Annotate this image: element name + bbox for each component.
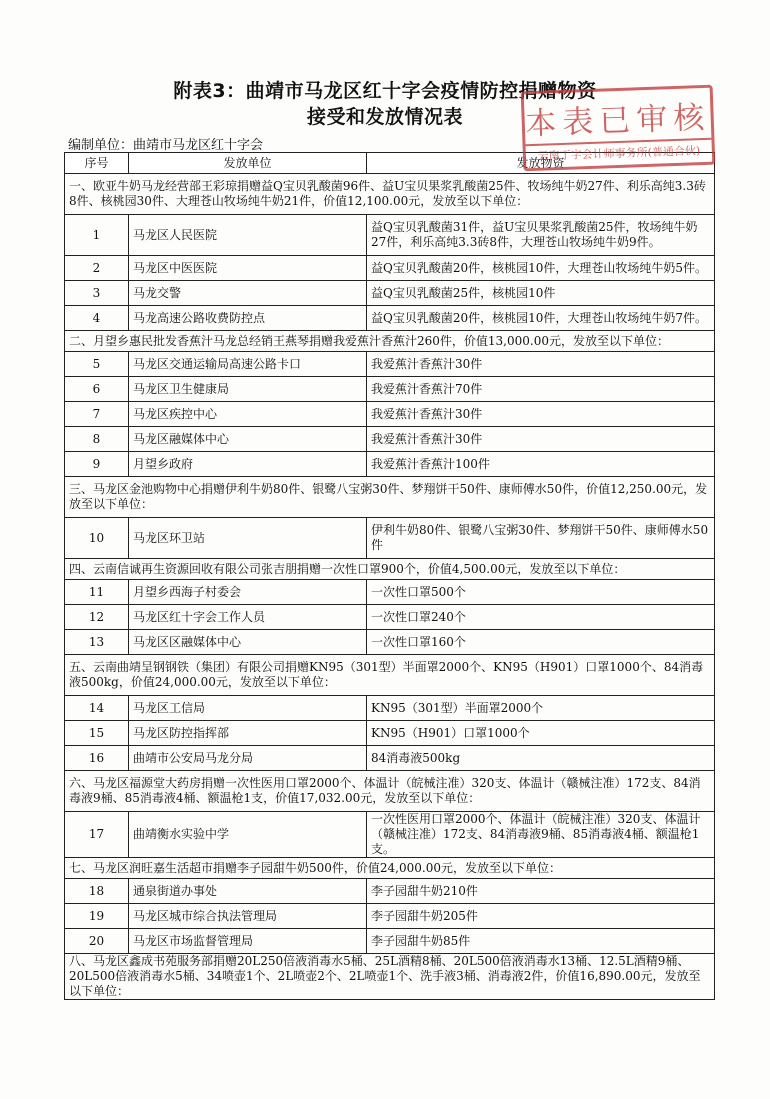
header-goods: 发放物资 (367, 153, 715, 174)
row-goods: 益Q宝贝乳酸菌20件，核桃园10件，大理苍山牧场纯牛奶7件。 (367, 306, 715, 331)
table-row (65, 812, 715, 858)
donation-table (64, 152, 715, 1000)
row-no: 12 (65, 605, 129, 630)
section-title: 四、云南信诚再生资源回收有限公司张吉朋捐赠一次性口罩900个，价值4,500.00元，发放至以下单位： (65, 559, 715, 580)
row-goods: 益Q宝贝乳酸菌25件，核桃园10件 (367, 281, 715, 306)
table-row (65, 746, 715, 771)
table-row (65, 402, 715, 427)
table-row (65, 605, 715, 630)
table-row (65, 580, 715, 605)
row-unit: 月望乡西海子村委会 (129, 580, 367, 605)
row-goods: 李子园甜牛奶85件 (367, 929, 715, 954)
row-no: 11 (65, 580, 129, 605)
section-row (65, 331, 715, 352)
row-goods: 我爱蕉汁香蕉汁70件 (367, 377, 715, 402)
row-no: 15 (65, 721, 129, 746)
row-unit: 曲靖衡水实验中学 (129, 812, 367, 858)
table-row (65, 215, 715, 256)
table-row (65, 518, 715, 559)
row-no: 8 (65, 427, 129, 452)
table-row (65, 377, 715, 402)
section-row (65, 477, 715, 518)
audit-stamp (521, 85, 716, 172)
row-unit: 通泉街道办事处 (129, 879, 367, 904)
row-no: 14 (65, 696, 129, 721)
row-unit: 马龙区防控指挥部 (129, 721, 367, 746)
row-goods: 益Q宝贝乳酸菌20件，核桃园10件，大理苍山牧场纯牛奶5件。 (367, 256, 715, 281)
header-unit: 发放单位 (129, 153, 367, 174)
row-goods: 一次性口罩500个 (367, 580, 715, 605)
section-row (65, 771, 715, 812)
row-goods: 84消毒液500kg (367, 746, 715, 771)
section-row (65, 655, 715, 696)
section-title: 五、云南曲靖呈钢钢铁（集团）有限公司捐赠KN95（301型）半面罩2000个、KN95（H901）口罩1000个、84消毒液500kg，价值24,000.00元，发放至以下单位： (65, 655, 715, 696)
table-row (65, 256, 715, 281)
section-title: 三、马龙区金池购物中心捐赠伊利牛奶80件、银鹭八宝粥30件、梦翔饼干50件、康师傅水50件，价值12,250.00元，发放至以下单位： (65, 477, 715, 518)
row-no: 4 (65, 306, 129, 331)
section-title: 八、马龙区鑫成书苑服务部捐赠20L250倍液消毒水5桶、25L酒精8桶、20L500倍液消毒水13桶、12.5L酒精9桶、20L500倍液消毒水5桶、34喷壶1个、2L喷壶2个、2L喷壶1个、洗手液3桶、消毒液2件，价值16,890.00元，发放至以下单位： (65, 954, 715, 1000)
row-unit: 马龙区红十字会工作人员 (129, 605, 367, 630)
row-goods: KN95（H901）口罩1000个 (367, 721, 715, 746)
row-unit: 月望乡政府 (129, 452, 367, 477)
row-unit: 马龙区人民医院 (129, 215, 367, 256)
section-title: 二、月望乡惠民批发香蕉汁马龙总经销王燕琴捐赠我爱蕉汁香蕉汁260件，价值13,000.00元，发放至以下单位： (65, 331, 715, 352)
row-no: 7 (65, 402, 129, 427)
compiling-unit: 编制单位：曲靖市马龙区红十字会 (68, 138, 264, 153)
row-no: 16 (65, 746, 129, 771)
row-goods: 李子园甜牛奶210件 (367, 879, 715, 904)
row-unit: 马龙区交通运输局高速公路卡口 (129, 352, 367, 377)
row-goods: 我爱蕉汁香蕉汁30件 (367, 427, 715, 452)
row-unit: 马龙区卫生健康局 (129, 377, 367, 402)
stamp-subtext: 云南丁字会计师事务所(普通合伙) (526, 138, 713, 164)
table-row (65, 721, 715, 746)
row-goods: 李子园甜牛奶205件 (367, 904, 715, 929)
table-row (65, 352, 715, 377)
row-unit: 马龙区疾控中心 (129, 402, 367, 427)
row-goods: 益Q宝贝乳酸菌31件，益U宝贝果浆乳酸菌25件，牧场纯牛奶27件，利乐高纯3.3砖8件，大理苍山牧场纯牛奶9件。 (367, 215, 715, 256)
section-row (65, 559, 715, 580)
table-row (65, 879, 715, 904)
row-unit: 马龙交警 (129, 281, 367, 306)
section-row (65, 858, 715, 879)
row-goods: 一次性医用口罩2000个、体温计（皖械注准）320支、体温计（赣械注准）172支、84消毒液9桶、85消毒液4桶、额温枪1支。 (367, 812, 715, 858)
table-row (65, 452, 715, 477)
row-unit: 马龙区市场监督管理局 (129, 929, 367, 954)
row-no: 5 (65, 352, 129, 377)
header-no: 序号 (65, 153, 129, 174)
row-unit: 马龙区环卫站 (129, 518, 367, 559)
section-row (65, 954, 715, 1000)
row-no: 1 (65, 215, 129, 256)
table-row (65, 696, 715, 721)
table-row (65, 281, 715, 306)
row-goods: 我爱蕉汁香蕉汁100件 (367, 452, 715, 477)
row-no: 3 (65, 281, 129, 306)
row-unit: 曲靖市公安局马龙分局 (129, 746, 367, 771)
row-goods: 伊利牛奶80件、银鹭八宝粥30件、梦翔饼干50件、康师傅水50件 (367, 518, 715, 559)
row-no: 13 (65, 630, 129, 655)
table-row (65, 306, 715, 331)
row-no: 20 (65, 929, 129, 954)
row-goods: 一次性口罩160个 (367, 630, 715, 655)
row-no: 10 (65, 518, 129, 559)
title-line-2: 接受和发放情况表 (306, 106, 463, 128)
row-no: 17 (65, 812, 129, 858)
row-goods: 我爱蕉汁香蕉汁30件 (367, 402, 715, 427)
stamp-text: 本表已审核 (524, 99, 711, 143)
row-unit: 马龙高速公路收费防控点 (129, 306, 367, 331)
title-line-1: 附表3：曲靖市马龙区红十字会疫情防控捐赠物资 (173, 80, 597, 102)
table-row (65, 929, 715, 954)
row-no: 19 (65, 904, 129, 929)
row-goods: 一次性口罩240个 (367, 605, 715, 630)
row-no: 9 (65, 452, 129, 477)
section-title: 六、马龙区福源堂大药房捐赠一次性医用口罩2000个、体温计（皖械注准）320支、体温计（赣械注准）172支、84消毒液9桶、85消毒液4桶、额温枪1支，价值17,032.00元，发放至以下单位： (65, 771, 715, 812)
row-unit: 马龙区融媒体中心 (129, 427, 367, 452)
row-goods: KN95（301型）半面罩2000个 (367, 696, 715, 721)
section-row (65, 174, 715, 215)
row-goods: 我爱蕉汁香蕉汁30件 (367, 352, 715, 377)
row-unit: 马龙区中医医院 (129, 256, 367, 281)
row-no: 18 (65, 879, 129, 904)
row-unit: 马龙区城市综合执法管理局 (129, 904, 367, 929)
row-no: 2 (65, 256, 129, 281)
table-row (65, 904, 715, 929)
row-unit: 马龙区区融媒体中心 (129, 630, 367, 655)
section-title: 一、欧亚牛奶马龙经营部王彩琼捐赠益Q宝贝乳酸菌96件、益U宝贝果浆乳酸菌25件、牧场纯牛奶27件、利乐高纯3.3砖8件、核桃园30件、大理苍山牧场纯牛奶21件，价值12,100.00元，发放至以下单位： (65, 174, 715, 215)
table-row (65, 427, 715, 452)
table-row (65, 630, 715, 655)
row-no: 6 (65, 377, 129, 402)
section-title: 七、马龙区润旺嘉生活超市捐赠李子园甜牛奶500件，价值24,000.00元，发放至以下单位： (65, 858, 715, 879)
row-unit: 马龙区工信局 (129, 696, 367, 721)
